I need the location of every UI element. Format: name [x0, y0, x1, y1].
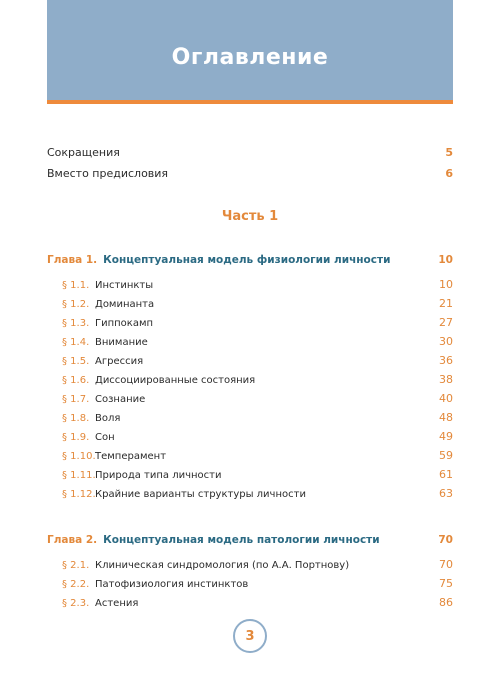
section-title: Темперамент: [95, 451, 167, 462]
toc-section[interactable]: [62, 596, 453, 609]
section-page: 61: [439, 468, 453, 481]
section-page: 70: [439, 558, 453, 571]
section-title: Агрессия: [95, 356, 144, 367]
section-page: 63: [439, 487, 453, 500]
toc-section[interactable]: [62, 373, 453, 386]
chapter-number: Глава 2.: [47, 534, 98, 546]
section-number: § 1.8.: [62, 413, 90, 424]
toc-section[interactable]: [62, 316, 453, 329]
section-number: § 1.2.: [62, 299, 90, 310]
page-title: Оглавление: [171, 44, 329, 70]
toc-entry-preface[interactable]: [47, 167, 453, 180]
section-number: § 1.4.: [62, 337, 90, 348]
section-page: 48: [439, 411, 453, 424]
section-number: § 2.2.: [62, 579, 90, 590]
toc-section[interactable]: [62, 430, 453, 443]
section-number: § 1.10.: [62, 451, 96, 462]
toc-chapter-1[interactable]: [47, 254, 453, 266]
section-title: Диссоциированные состояния: [95, 375, 256, 386]
chapter-number: Глава 1.: [47, 254, 98, 266]
toc-section[interactable]: [62, 487, 453, 500]
section-title: Внимание: [95, 337, 148, 348]
toc-section[interactable]: [62, 411, 453, 424]
section-title: Доминанта: [95, 299, 155, 310]
toc-chapter-2[interactable]: [47, 534, 453, 546]
section-title: Астения: [95, 598, 139, 609]
section-number: § 1.11.: [62, 470, 96, 481]
toc-section[interactable]: [62, 335, 453, 348]
toc-section[interactable]: [62, 354, 453, 367]
page-number: 3: [245, 628, 255, 644]
section-number: § 2.1.: [62, 560, 90, 571]
section-page: 36: [439, 354, 453, 367]
header-accent-bar: [47, 100, 453, 104]
section-title: Патофизиология инстинктов: [95, 579, 249, 590]
section-title: Природа типа личности: [95, 470, 222, 481]
chapter-title: Концептуальная модель патологии личности: [103, 534, 380, 546]
section-page: 21: [439, 297, 453, 310]
section-number: § 1.9.: [62, 432, 90, 443]
section-title: Гиппокамп: [95, 318, 154, 329]
toc-section[interactable]: [62, 297, 453, 310]
section-title: Сон: [95, 432, 115, 443]
section-page: 86: [439, 596, 453, 609]
toc-entry-label: Вместо предисловия: [47, 167, 169, 180]
section-title: Крайние варианты структуры личности: [95, 489, 306, 500]
toc-section[interactable]: [62, 577, 453, 590]
section-number: § 1.6.: [62, 375, 90, 386]
section-number: § 1.7.: [62, 394, 90, 405]
section-number: § 1.5.: [62, 356, 90, 367]
section-number: § 1.3.: [62, 318, 90, 329]
section-title: Инстинкты: [95, 280, 154, 291]
toc-section[interactable]: [62, 468, 453, 481]
chapter-title: Концептуальная модель физиологии личности: [103, 254, 391, 266]
part-heading: Часть 1: [221, 209, 279, 224]
chapter-page: 10: [438, 254, 453, 266]
toc-section[interactable]: [62, 558, 453, 571]
section-page: 59: [439, 449, 453, 462]
section-page: 49: [439, 430, 453, 443]
section-page: 38: [439, 373, 453, 386]
section-title: Воля: [95, 413, 121, 424]
chapter-page: 70: [438, 534, 453, 546]
section-number: § 2.3.: [62, 598, 90, 609]
section-page: 10: [439, 278, 453, 291]
toc-section[interactable]: [62, 278, 453, 291]
toc-section[interactable]: [62, 392, 453, 405]
page-number-badge: [233, 619, 267, 653]
section-page: 75: [439, 577, 453, 590]
toc-section[interactable]: [62, 449, 453, 462]
toc-entry-abbreviations[interactable]: [47, 146, 453, 159]
section-page: 30: [439, 335, 453, 348]
section-number: § 1.12.: [62, 489, 96, 500]
toc-entry-page: 6: [445, 167, 453, 180]
toc-entry-label: Сокращения: [47, 146, 120, 159]
section-title: Сознание: [95, 394, 146, 405]
section-number: § 1.1.: [62, 280, 90, 291]
section-page: 27: [439, 316, 453, 329]
toc-entry-page: 5: [445, 146, 453, 159]
toc-header-banner: [47, 0, 453, 100]
section-title: Клиническая синдромология (по А.А. Портнову): [95, 560, 350, 571]
section-page: 40: [439, 392, 453, 405]
